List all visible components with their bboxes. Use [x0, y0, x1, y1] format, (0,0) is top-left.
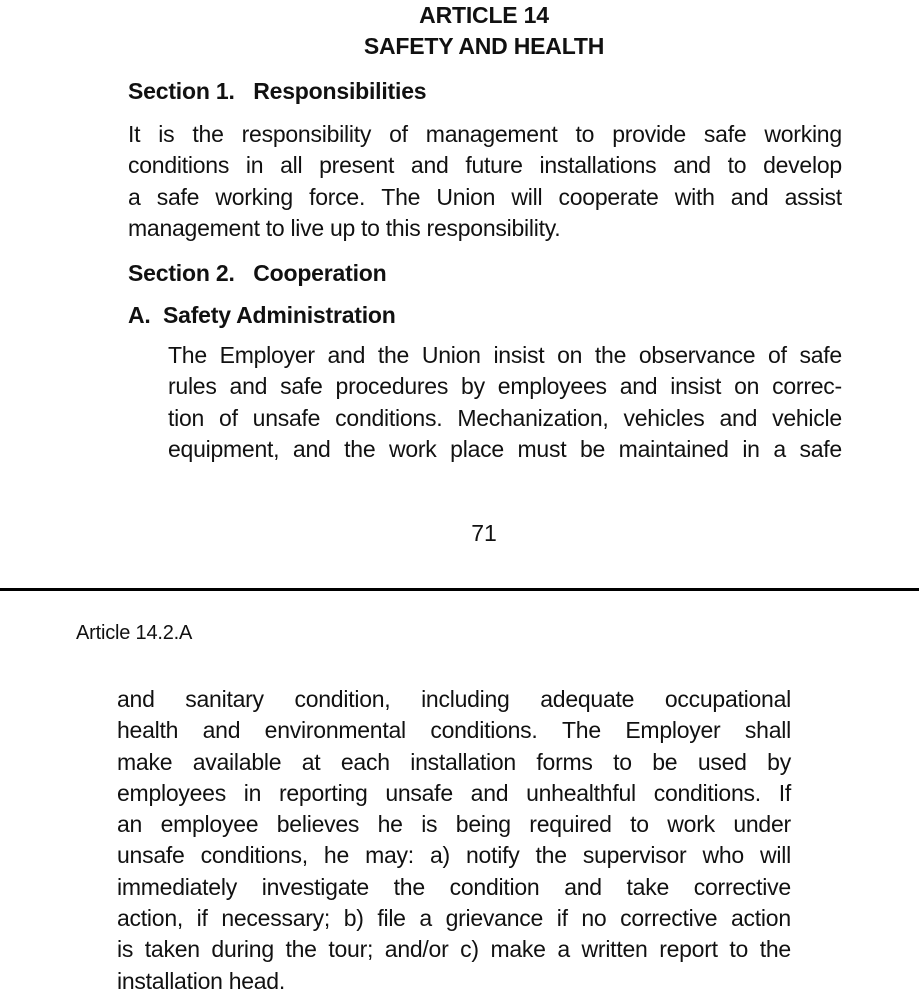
word: investigate: [261, 873, 369, 900]
word: each: [340, 748, 390, 775]
word: future: [465, 152, 523, 179]
word: The: [168, 342, 207, 368]
word: corrective: [620, 905, 718, 932]
word: installation: [117, 967, 223, 994]
word: c): [460, 936, 479, 963]
word: is: [421, 811, 438, 838]
word: during: [211, 936, 274, 963]
word: employees: [117, 779, 226, 806]
word: employee: [160, 811, 259, 838]
word: will: [760, 842, 791, 869]
text-line: [117, 934, 791, 965]
word: action: [730, 905, 791, 932]
word: a: [557, 936, 570, 963]
word: management: [425, 121, 558, 147]
word: shall: [744, 717, 791, 744]
word: to: [575, 121, 595, 147]
word: work: [389, 435, 437, 462]
word: equipment,: [168, 435, 280, 462]
word: supervisor: [582, 842, 687, 869]
word: and: [117, 686, 155, 712]
word: in: [245, 152, 264, 179]
word: at: [301, 748, 321, 775]
word: believes: [276, 811, 360, 838]
word: safe: [703, 121, 747, 147]
word: the: [377, 342, 410, 368]
word: on: [734, 373, 760, 400]
word: the: [393, 873, 425, 900]
word: Mechanization,: [457, 404, 609, 431]
word: and: [229, 373, 268, 400]
word: forms: [536, 748, 593, 775]
word: condition,: [294, 686, 391, 712]
word: immediately: [117, 873, 237, 900]
word: taken: [144, 936, 200, 963]
word: and: [470, 779, 509, 806]
word: the: [192, 121, 224, 147]
word: force.: [309, 183, 366, 210]
word: It: [128, 121, 141, 147]
word: and: [719, 404, 758, 431]
word: the: [535, 842, 567, 869]
word: make: [117, 748, 173, 775]
word: environmental: [264, 717, 406, 744]
word: by: [767, 748, 791, 775]
text-line: [117, 840, 791, 871]
word: he: [377, 811, 403, 838]
word: adequate: [540, 686, 635, 712]
word: vehicle: [772, 404, 842, 431]
word: unsafe: [385, 779, 453, 806]
word: conditions.: [653, 779, 761, 806]
word: Employer: [625, 717, 721, 744]
word: used: [697, 748, 747, 775]
word: if: [556, 905, 568, 932]
word: who: [702, 842, 744, 869]
word: the: [285, 936, 317, 963]
word: and: [619, 373, 658, 400]
word: of: [768, 342, 787, 368]
word: is: [117, 936, 134, 963]
word: and: [327, 342, 366, 368]
word: to: [729, 936, 749, 963]
word: action,: [117, 905, 184, 932]
word: and: [730, 183, 769, 210]
word: available: [192, 748, 282, 775]
word: If: [778, 779, 791, 806]
text-line: [117, 903, 791, 934]
word: safe: [156, 183, 200, 210]
word: in: [742, 435, 760, 462]
text-line: [117, 715, 791, 746]
word: correc-: [772, 373, 842, 400]
word: tour;: [328, 936, 374, 963]
word: to: [630, 811, 649, 838]
word: the: [344, 435, 376, 462]
text-line: [117, 966, 791, 997]
text-line: [117, 778, 791, 809]
word: a): [429, 842, 450, 869]
word: maintained: [618, 435, 729, 462]
text-line: [168, 340, 842, 371]
word: take: [626, 873, 670, 900]
word: to: [265, 214, 285, 241]
word: up: [329, 214, 356, 241]
word: tion: [168, 404, 205, 431]
word: The: [381, 183, 421, 210]
word: installation: [410, 748, 516, 775]
word: provide: [612, 121, 686, 147]
word: conditions.: [335, 404, 443, 431]
text-line: [128, 150, 842, 181]
word: cooperate: [558, 183, 659, 210]
word: Employer: [219, 342, 315, 368]
word: report: [659, 936, 718, 963]
word: employees: [497, 373, 607, 400]
article-number: ARTICLE 14: [419, 2, 549, 28]
word: develop: [763, 152, 842, 179]
word: is: [158, 121, 175, 147]
word: this: [385, 214, 421, 241]
text-line: [128, 119, 842, 150]
word: will: [511, 183, 543, 210]
word: required: [529, 811, 612, 838]
word: conditions,: [200, 842, 308, 869]
word: the: [759, 936, 791, 963]
word: insist: [493, 342, 545, 368]
word: insist: [670, 373, 722, 400]
section-1-paragraph: [128, 119, 842, 244]
word: assist: [784, 183, 842, 210]
text-line: [117, 747, 791, 778]
word: unsafe: [252, 404, 321, 431]
word: unsafe: [117, 842, 185, 869]
word: Union: [436, 183, 496, 210]
word: of: [219, 404, 238, 431]
word: make: [490, 936, 546, 963]
word: conditions.: [430, 717, 538, 744]
word: installations: [539, 152, 657, 179]
word: place: [450, 435, 504, 462]
word: rules: [168, 373, 217, 400]
text-line: [117, 809, 791, 840]
word: must: [517, 435, 567, 462]
word: notify: [465, 842, 520, 869]
word: a: [128, 183, 141, 210]
word: be: [579, 435, 606, 462]
page-number: 71: [471, 520, 497, 546]
word: working: [215, 183, 293, 210]
word: file: [377, 905, 406, 932]
subsection-a-paragraph: [168, 340, 842, 465]
word: health: [117, 717, 179, 744]
page-divider: [0, 588, 919, 591]
word: under: [733, 811, 791, 838]
word: safe: [799, 342, 842, 368]
word: and/or: [384, 936, 449, 963]
word: an: [117, 811, 143, 838]
word: written: [581, 936, 648, 963]
text-line: [168, 371, 842, 402]
word: unhealthful: [526, 779, 636, 806]
word: on: [557, 342, 583, 368]
word: all: [280, 152, 303, 179]
word: management: [128, 214, 260, 241]
word: corrective: [693, 873, 791, 900]
word: with: [674, 183, 715, 210]
word: work: [667, 811, 715, 838]
word: and: [410, 152, 449, 179]
word: conditions: [128, 152, 230, 179]
word: and: [292, 435, 331, 462]
word: vehicles: [623, 404, 705, 431]
word: procedures: [335, 373, 449, 400]
word: sanitary: [185, 686, 264, 712]
word: live: [290, 214, 324, 241]
word: grievance: [445, 905, 544, 932]
word: condition: [449, 873, 540, 900]
word: including: [421, 686, 510, 712]
word: present: [319, 152, 395, 179]
word: necessary;: [221, 905, 331, 932]
word: responsibility.: [426, 214, 561, 241]
lower-page-paragraph: [117, 684, 791, 997]
word: to: [361, 214, 380, 241]
word: a: [419, 905, 432, 932]
word: no: [581, 905, 607, 932]
word: being: [455, 811, 511, 838]
word: by: [461, 373, 485, 400]
section-2-heading: Section 2. Cooperation: [128, 260, 387, 286]
text-line: [168, 403, 842, 434]
word: the: [594, 342, 627, 368]
text-line: [117, 684, 791, 715]
word: safe: [799, 435, 842, 462]
word: head.: [228, 967, 285, 994]
word: and: [564, 873, 602, 900]
word: Union: [421, 342, 481, 368]
word: occupational: [664, 686, 791, 712]
article-title: SAFETY AND HEALTH: [363, 33, 605, 59]
word: The: [561, 717, 601, 744]
word: be: [652, 748, 678, 775]
word: responsibility: [241, 121, 372, 147]
word: b): [343, 905, 364, 932]
word: he: [323, 842, 349, 869]
word: in: [243, 779, 262, 806]
section-1-heading: Section 1. Responsibilities: [128, 78, 427, 104]
word: observance: [638, 342, 756, 368]
text-line: [128, 182, 842, 213]
word: a: [773, 435, 786, 462]
text-line: [168, 434, 842, 465]
word: may:: [365, 842, 414, 869]
word: to: [613, 748, 632, 775]
word: of: [389, 121, 408, 147]
word: working: [764, 121, 842, 147]
word: if: [196, 905, 208, 932]
running-header: Article 14.2.A: [76, 622, 193, 644]
text-line: [117, 872, 791, 903]
word: safe: [280, 373, 323, 400]
word: reporting: [278, 779, 368, 806]
word: and: [673, 152, 711, 179]
word: to: [727, 152, 747, 179]
text-line: [128, 213, 842, 244]
word: and: [202, 717, 241, 744]
subsection-a-heading: A. Safety Administration: [128, 302, 396, 328]
